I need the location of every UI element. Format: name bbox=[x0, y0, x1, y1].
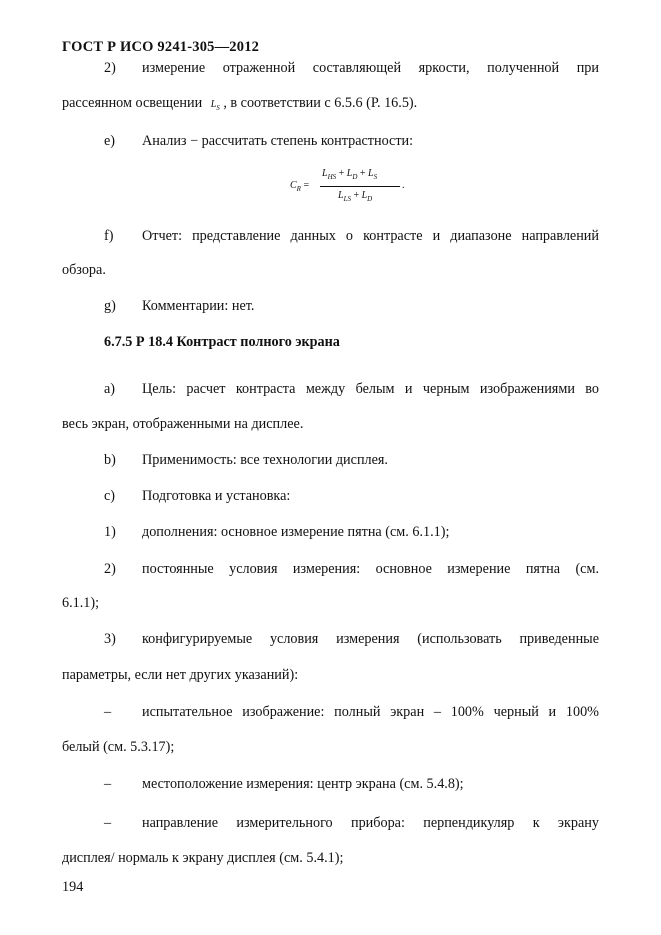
list-text: дополнения: основное измерение пятна (см. 6.1.1); bbox=[142, 524, 450, 540]
formula-end: . bbox=[402, 180, 405, 191]
continuation-line: весь экран, отображенными на дисплее. bbox=[62, 416, 304, 432]
list-marker: 2) bbox=[104, 60, 116, 76]
fraction-bar bbox=[320, 186, 400, 187]
formula-lhs: $C_R$ = bbox=[290, 180, 310, 193]
formula-numerator: $L_{HS} + L_D + L_S$ bbox=[322, 168, 378, 181]
list-text: Комментарии: нет. bbox=[142, 298, 255, 314]
continuation-line: белый (см. 5.3.17); bbox=[62, 739, 175, 755]
list-text: испытательное изображение: полный экран – 100% черный и 100% bbox=[142, 704, 599, 720]
list-text: измерение отраженной составляющей яркости, полученной при bbox=[142, 60, 599, 76]
list-marker: 1) bbox=[104, 524, 116, 540]
list-text: местоположение измерения: центр экрана (см. 5.4.8); bbox=[142, 776, 464, 792]
list-text: Подготовка и установка: bbox=[142, 488, 291, 504]
continuation-text: рассеянном освещении bbox=[62, 95, 203, 111]
list-text: конфигурируемые условия измерения (использовать приведенные bbox=[142, 631, 599, 647]
continuation-line: 6.1.1); bbox=[62, 595, 100, 611]
list-text: Анализ − рассчитать степень контрастности: bbox=[142, 133, 414, 149]
page-number: 194 bbox=[62, 879, 84, 895]
list-marker: 3) bbox=[104, 631, 116, 647]
continuation-text-after: , в соответствии с 6.5.6 (Р. 16.5). bbox=[223, 95, 418, 111]
list-text: Применимость: все технологии дисплея. bbox=[142, 452, 388, 468]
list-marker: b) bbox=[104, 452, 116, 468]
list-marker: f) bbox=[104, 228, 114, 244]
list-marker: e) bbox=[104, 133, 116, 149]
list-marker: 2) bbox=[104, 561, 116, 577]
formula-denominator: $L_{LS} + L_D$ bbox=[338, 190, 373, 203]
list-marker: – bbox=[104, 704, 112, 720]
list-text: постоянные условия измерения: основное измерение пятна (см. bbox=[142, 561, 599, 577]
list-text: направление измерительного прибора: перпендикуляр к экрану bbox=[142, 815, 599, 831]
document-header: ГОСТ Р ИСО 9241-305—2012 bbox=[62, 39, 260, 55]
section-heading: 6.7.5 Р 18.4 Контраст полного экрана bbox=[104, 334, 340, 350]
continuation-line bbox=[62, 95, 417, 117]
continuation-line: обзора. bbox=[62, 262, 106, 278]
list-text: Отчет: представление данных о контрасте и диапазоне направлений bbox=[142, 228, 599, 244]
list-marker: c) bbox=[104, 488, 116, 504]
continuation-line: параметры, если нет других указаний): bbox=[62, 667, 299, 683]
list-marker: – bbox=[104, 776, 112, 792]
contrast-formula bbox=[290, 168, 420, 206]
list-text: Цель: расчет контраста между белым и черным изображениями во bbox=[142, 381, 599, 397]
list-marker: – bbox=[104, 815, 112, 831]
list-marker: a) bbox=[104, 381, 116, 397]
luminance-symbol: $L_S$ bbox=[210, 99, 220, 112]
continuation-line: дисплея/ нормаль к экрану дисплея (см. 5.4.1); bbox=[62, 850, 344, 866]
list-marker: g) bbox=[104, 298, 116, 314]
